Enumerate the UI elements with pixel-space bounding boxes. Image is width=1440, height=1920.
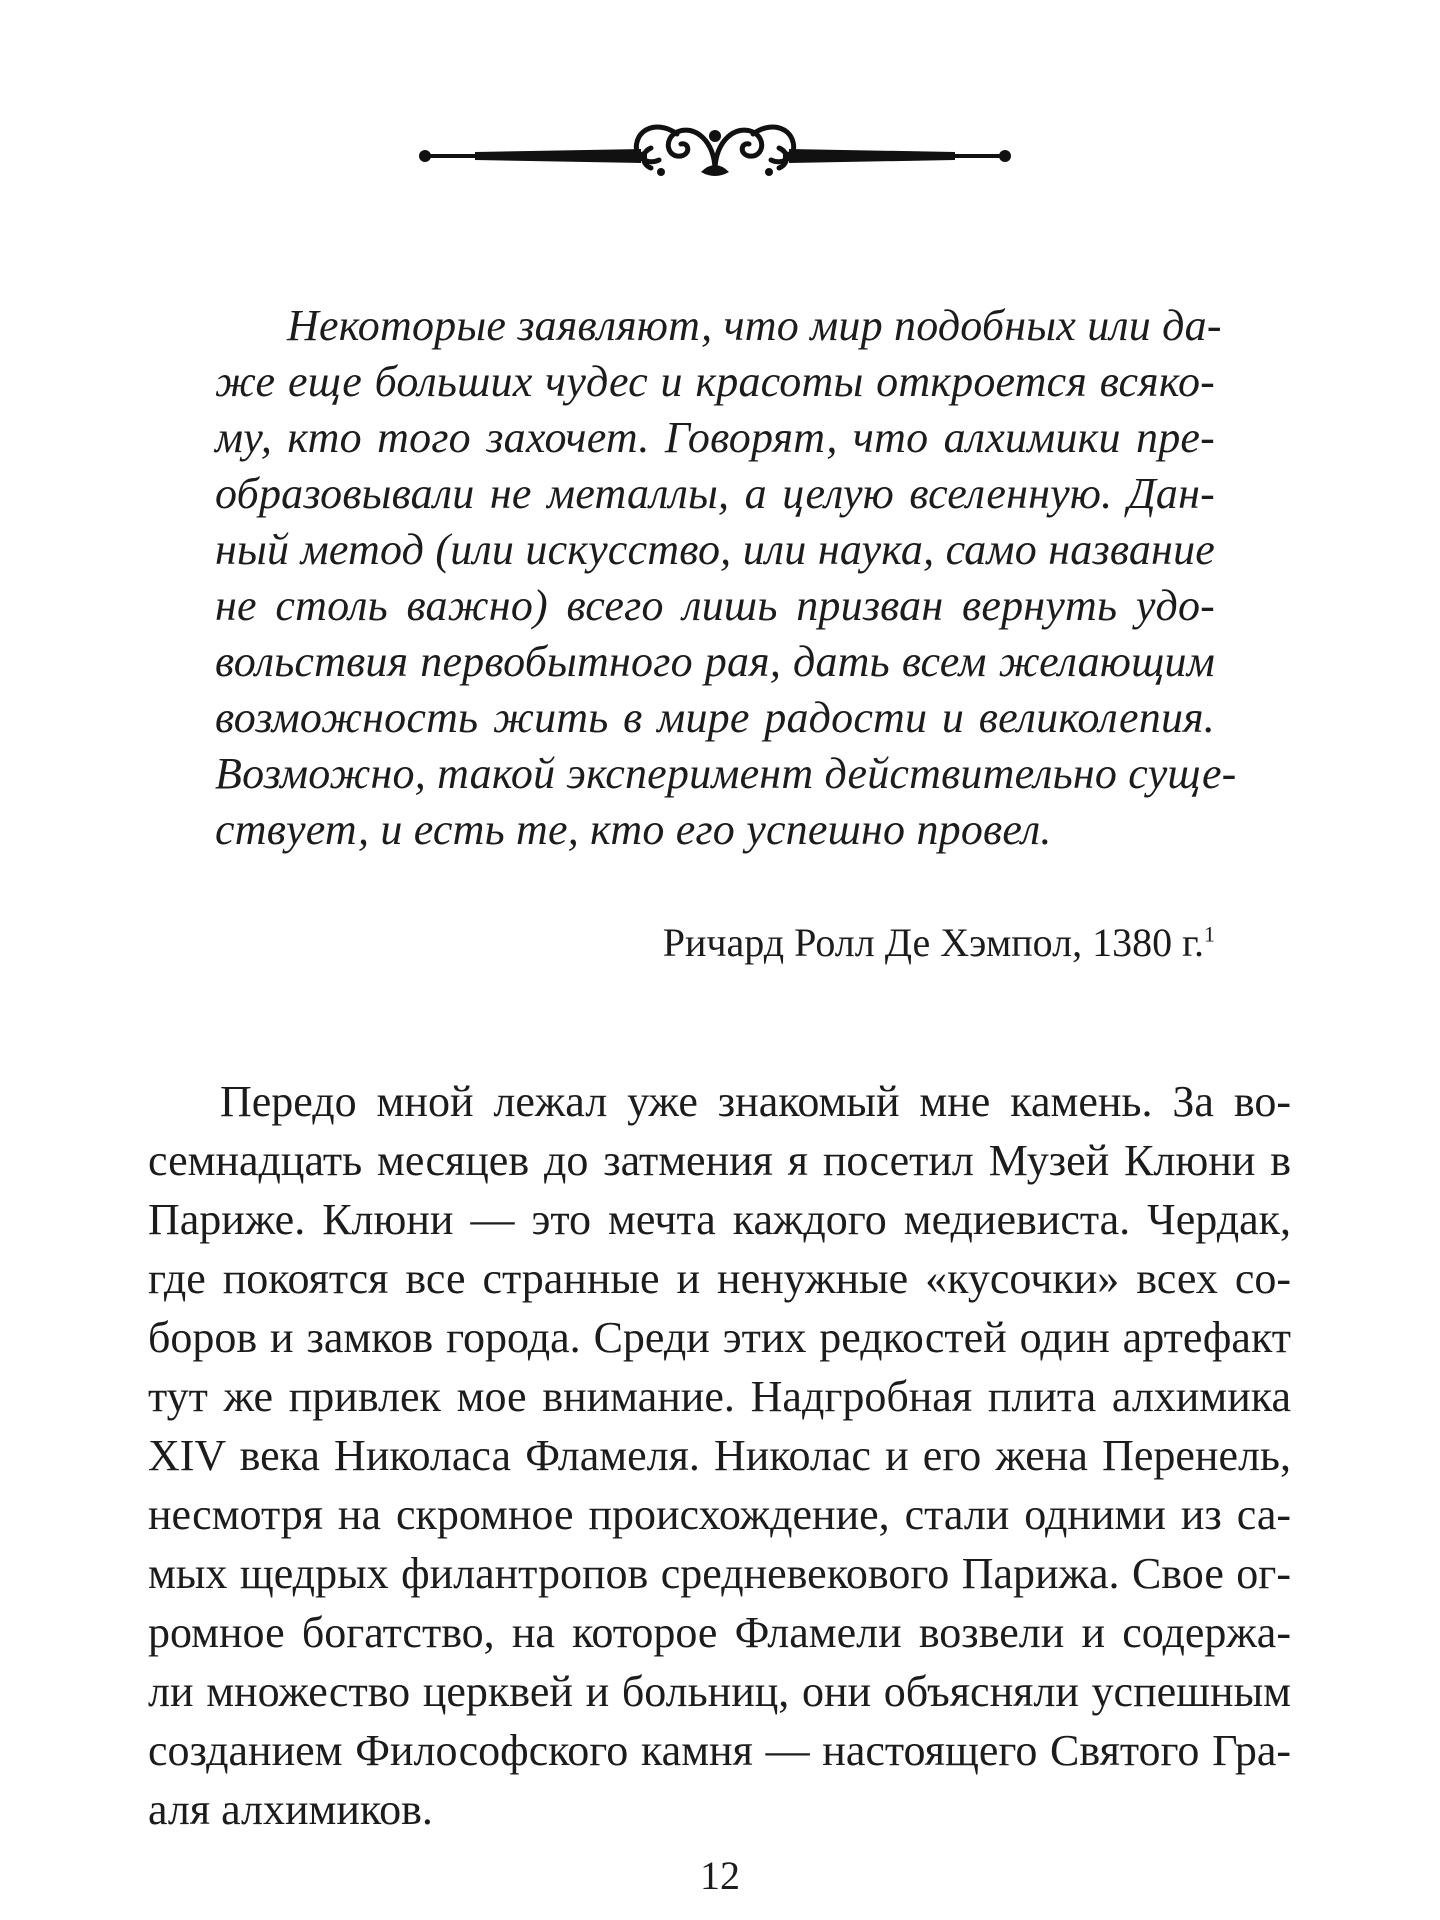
epigraph-line: Возможно, такой эксперимент действительно суще- [215,749,1237,798]
attribution-text: Ричард Ролл Де Хэмпол, 1380 г. [662,920,1204,965]
epigraph-line: Некоторые заявляют, что мир подобных или да- [287,301,1222,350]
body-line: ли множество церквей и больниц, они объясняли успешным [148,1667,1291,1716]
footnote-marker: 1 [1204,921,1215,947]
epigraph-attribution [663,918,1215,968]
body-line: мых щедрых филантропов средневекового Парижа. Свое ог- [148,1549,1291,1598]
epigraph-line: же еще больших чудес и красоты откроется всяко- [215,357,1215,406]
body-line: XIV века Николаса Фламеля. Николас и его жена Перенель, [148,1431,1291,1480]
epigraph-line: не столь важно) всего лишь призван вернуть удо- [215,581,1215,630]
body-line: аля алхимиков. [148,1785,433,1834]
epigraph-line: му, кто того захочет. Говорят, что алхимики пре- [215,413,1215,462]
epigraph-line: образовывали не металлы, а целую вселенную. Дан- [215,469,1215,518]
body-line: несмотря на скромное происхождение, стали одними из са- [148,1490,1291,1539]
page-number: 12 [700,1853,740,1898]
body-line: семнадцать месяцев до затмения я посетил Музей Клюни в [148,1136,1291,1185]
body-line: Париже. Клюни — это мечта каждого медиевиста. Чердак, [148,1195,1291,1244]
body-line: ромное богатство, на которое Фламели возвели и содержа- [148,1608,1291,1657]
body-line: боров и замков города. Среди этих редкостей один артефакт [148,1313,1291,1362]
body-line: тут же привлек мое внимание. Надгробная плита алхимика [148,1372,1291,1421]
epigraph-line: вольствия первобытного рая, дать всем желающим [215,637,1215,686]
body-line: созданием Философского камня — настоящего Святого Гра- [148,1726,1291,1775]
scroll-flourish-divider-icon [415,112,1015,192]
body-line: где покоятся все странные и ненужные «кусочки» всех со- [148,1254,1291,1303]
epigraph-quote [215,298,1237,858]
epigraph-line: ный метод (или искусство, или наука, само название [215,525,1215,574]
epigraph-line: возможность жить в мире радости и великолепия. [215,693,1215,742]
epigraph-line: ствует, и есть те, кто его успешно провел. [215,805,1052,854]
body-line: Передо мной лежал уже знакомый мне камень. За во- [220,1077,1291,1126]
body-paragraph [148,1072,1291,1839]
